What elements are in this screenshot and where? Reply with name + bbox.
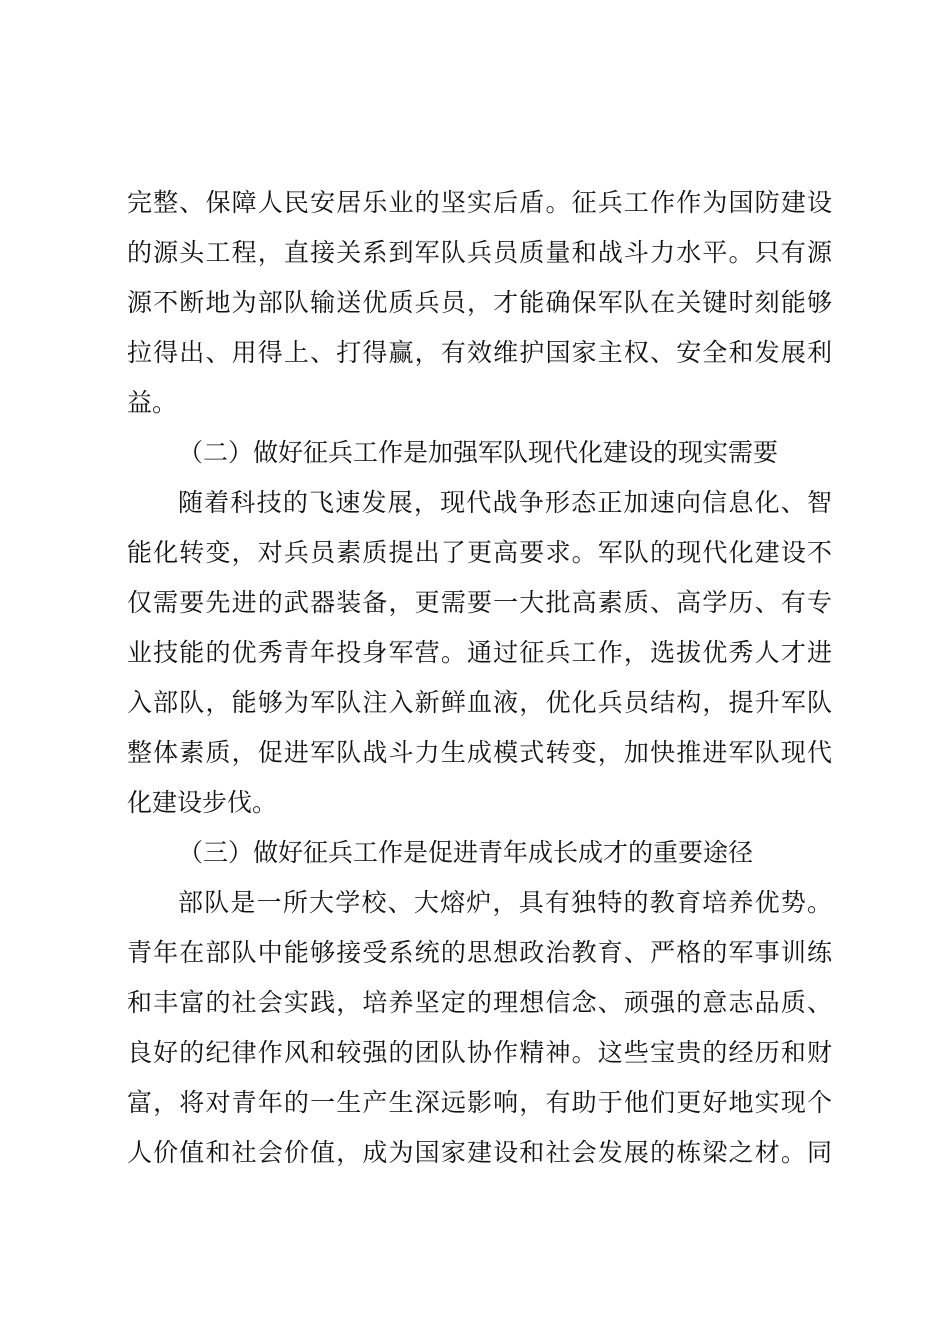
body-text-line: 部队是一所大学校、大熔炉，具有独特的教育培养优势。 [178, 888, 832, 917]
body-text-line: 拉得出、用得上、打得赢，有效维护国家主权、安全和发展利 [127, 338, 832, 367]
body-text-line: 人价值和社会价值，成为国家建设和社会发展的栋梁之材。同 [127, 1138, 832, 1167]
body-text-line: 富，将对青年的一生产生深远影响，有助于他们更好地实现个 [127, 1088, 832, 1117]
body-text-line: 整体素质，促进军队战斗力生成模式转变，加快推进军队现代 [127, 738, 832, 767]
body-text-line: 化建设步伐。 [127, 788, 278, 817]
body-text-line: 完整、保障人民安居乐业的坚实后盾。征兵工作作为国防建设 [127, 188, 832, 217]
body-text-line: 和丰富的社会实践，培养坚定的理想信念、顽强的意志品质、 [127, 988, 832, 1017]
body-text-line: 能化转变，对兵员素质提出了更高要求。军队的现代化建设不 [127, 538, 832, 567]
body-text-line: 益。 [127, 388, 178, 417]
section-heading: （二）做好征兵工作是加强军队现代化建设的现实需要 [178, 438, 779, 467]
body-text-line: 随着科技的飞速发展，现代战争形态正加速向信息化、智 [178, 488, 832, 517]
body-text-line: 仅需要先进的武器装备，更需要一大批高素质、高学历、有专 [127, 588, 832, 617]
body-text-line: 良好的纪律作风和较强的团队协作精神。这些宝贵的经历和财 [127, 1038, 832, 1067]
body-text-line: 的源头工程，直接关系到军队兵员质量和战斗力水平。只有源 [127, 238, 832, 267]
body-text-line: 源不断地为部队输送优质兵员，才能确保军队在关键时刻能够 [127, 288, 832, 317]
body-text-line: 青年在部队中能够接受系统的思想政治教育、严格的军事训练 [127, 938, 832, 967]
section-heading: （三）做好征兵工作是促进青年成长成才的重要途径 [178, 838, 754, 867]
body-text-line: 业技能的优秀青年投身军营。通过征兵工作，选拔优秀人才进 [127, 638, 832, 667]
body-text-line: 入部队，能够为军队注入新鲜血液，优化兵员结构，提升军队 [127, 688, 832, 717]
